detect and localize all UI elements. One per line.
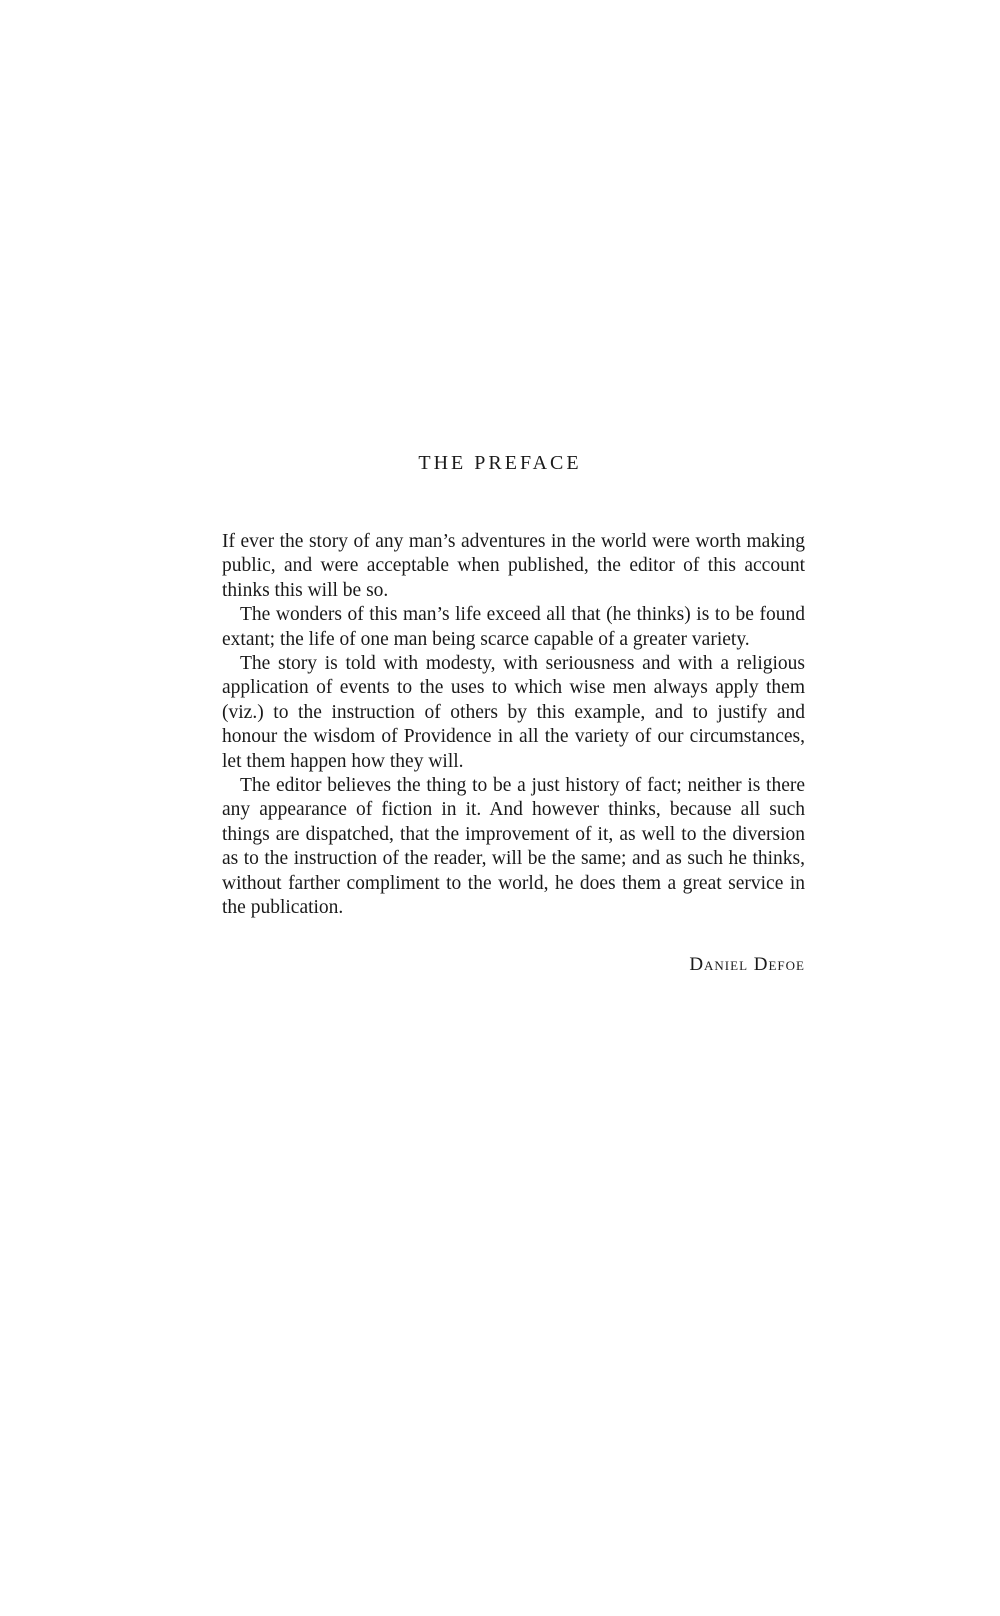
page-title: THE PREFACE — [418, 452, 582, 474]
preface-body — [222, 530, 805, 921]
preface-paragraph: The story is told with modesty, with seriousness and with a religious application of events to the uses to which wise men always apply them (viz.) to the instruction of others by this example, and to justify and honour the wisdom of Providence in all the variety of our circumstances, let them happen how they will. — [222, 653, 805, 772]
preface-paragraph: The wonders of this man’s life exceed all that (he thinks) is to be found extant; the life of one man being scarce capable of a greater variety. — [222, 604, 805, 650]
author-signature: Daniel Defoe — [689, 954, 805, 975]
preface-paragraph: If ever the story of any man’s adventures in the world were worth making public, and were acceptable when published, the editor of this account thinks this will be so. — [222, 531, 805, 601]
preface-paragraph: The editor believes the thing to be a just history of fact; neither is there any appearance of fiction in it. And however thinks, because all such things are dispatched, that the improvement of it, as well to the diversion as to the instruction of the reader, will be the same; and as such he thinks, without farther compliment to the world, he does them a great service in the publication. — [222, 775, 805, 919]
